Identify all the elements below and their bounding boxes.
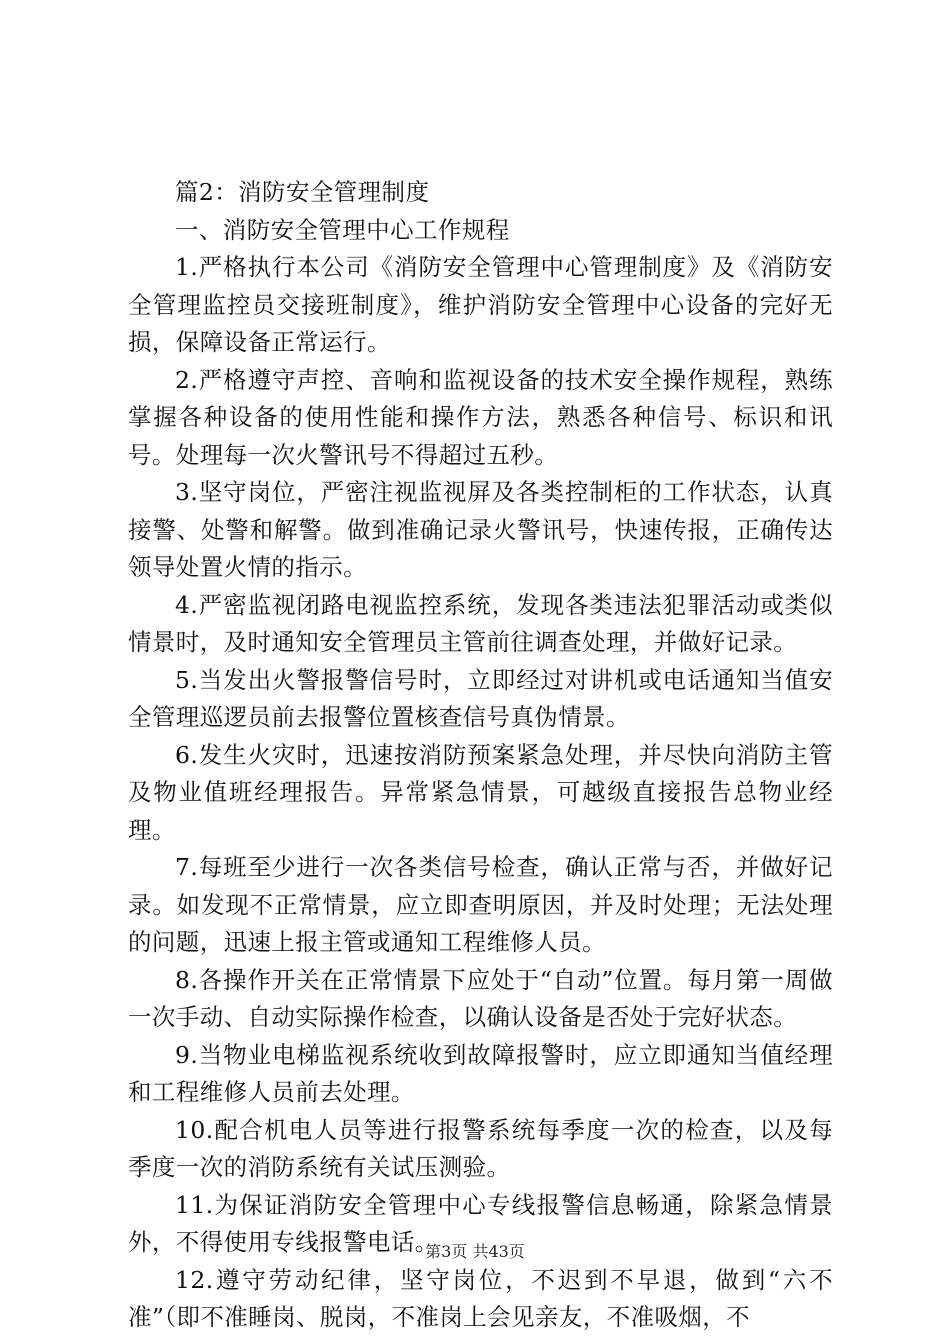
rule-item-4: 4.严密监视闭路电视监控系统，发现各类违法犯罪活动或类似情景时，及时通知安全管理员主管前往调查处理，并做好记录。 xyxy=(128,590,833,656)
rule-item-3: 3.坚守岗位，严密注视监视屏及各类控制柜的工作状态，认真接警、处警和解警。做到准确记录火警讯号，快速传报，正确传达领导处置火情的指示。 xyxy=(128,478,833,581)
rule-item-5: 5.当发出火警报警信号时，立即经过对讲机或电话通知当值安全管理巡逻员前去报警位置核查信号真伪情景。 xyxy=(128,665,833,731)
rule-item-1: 1.严格执行本公司《消防安全管理中心管理制度》及《消防安全管理监控员交接班制度》，维护消防安全管理中心设备的完好无损，保障设备正常运行。 xyxy=(128,253,833,356)
rule-item-11: 11.为保证消防安全管理中心专线报警信息畅通，除紧急情景外，不得使用专线报警电话。 xyxy=(128,1190,833,1256)
rule-item-2: 2.严格遵守声控、音响和监视设备的技术安全操作规程，熟练掌握各种设备的使用性能和操作方法，熟悉各种信号、标识和讯号。处理每一次火警讯号不得超过五秒。 xyxy=(128,365,833,469)
section-heading: 篇2：消防安全管理制度 xyxy=(175,178,430,206)
rule-item-8: 8.各操作开关在正常情景下应处于“自动”位置。每月第一周做一次手动、自动实际操作检查，以确认设备是否处于完好状态。 xyxy=(128,965,833,1031)
document-body xyxy=(128,174,833,1337)
page-footer: 第3页 共43页 xyxy=(425,1242,525,1261)
rule-item-12: 12.遵守劳动纪律，坚守岗位，不迟到不早退，做到“六不准”（即不准睡岗、脱岗，不准岗上会见亲友，不准吸烟，不 xyxy=(128,1265,833,1331)
rule-item-6: 6.发生火灾时，迅速按消防预案紧急处理，并尽快向消防主管及物业值班经理报告。异常紧急情景，可越级直接报告总物业经理。 xyxy=(128,740,833,844)
rule-item-9: 9.当物业电梯监视系统收到故障报警时，应立即通知当值经理和工程维修人员前去处理。 xyxy=(128,1040,833,1106)
subsection-heading: 一、消防安全管理中心工作规程 xyxy=(175,215,510,244)
rule-item-7: 7.每班至少进行一次各类信号检查，确认正常与否，并做好记录。如发现不正常情景，应立即查明原因，并及时处理；无法处理的问题，迅速上报主管或通知工程维修人员。 xyxy=(128,853,833,956)
rule-item-10: 10.配合机电人员等进行报警系统每季度一次的检查，以及每季度一次的消防系统有关试压测验。 xyxy=(128,1115,833,1181)
